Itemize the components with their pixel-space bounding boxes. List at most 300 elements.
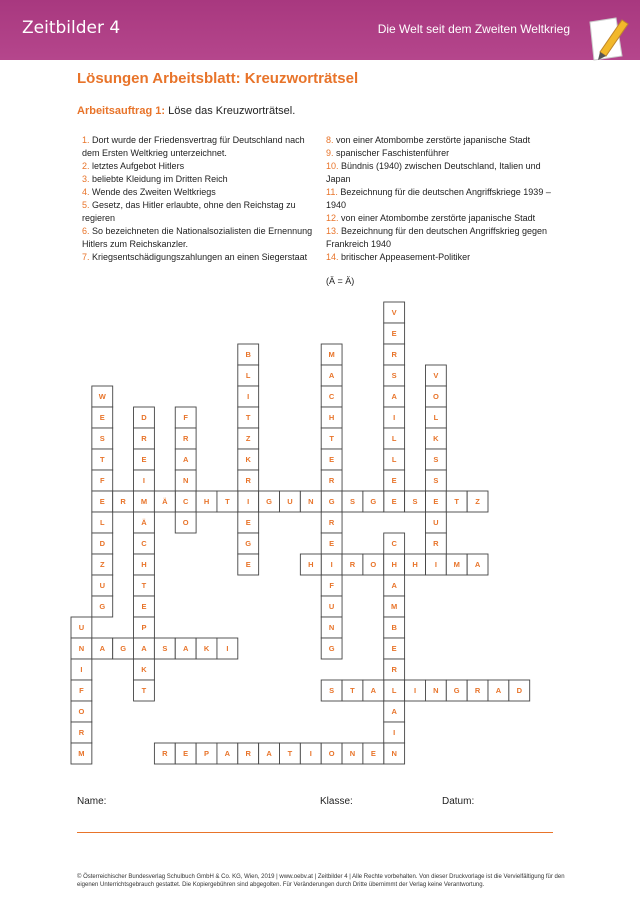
cell-letter: N bbox=[78, 644, 85, 653]
cell-letter: G bbox=[99, 602, 106, 611]
grid-cell[interactable] bbox=[467, 491, 488, 512]
cell-letter: S bbox=[412, 497, 418, 506]
cell-letter: C bbox=[182, 497, 189, 506]
cell-letter: R bbox=[474, 686, 481, 695]
cell-letter: V bbox=[433, 371, 439, 380]
cell-letter: I bbox=[393, 413, 396, 422]
grid-cell[interactable] bbox=[92, 386, 113, 407]
cell-letter: O bbox=[370, 560, 377, 569]
grid-cell[interactable] bbox=[384, 533, 405, 554]
cell-letter: I bbox=[226, 644, 229, 653]
grid-cell[interactable] bbox=[134, 554, 155, 575]
cell-letter: C bbox=[328, 392, 335, 401]
cell-letter: E bbox=[433, 497, 439, 506]
grid-cell[interactable] bbox=[425, 554, 446, 575]
grid-cell[interactable] bbox=[446, 491, 467, 512]
grid-cell[interactable] bbox=[134, 512, 155, 533]
cell-letter: I bbox=[309, 749, 312, 758]
grid-cell[interactable] bbox=[321, 638, 342, 659]
grid-cell[interactable] bbox=[92, 596, 113, 617]
klasse-label: Klasse: bbox=[320, 796, 353, 807]
grid-cell[interactable] bbox=[321, 365, 342, 386]
grid-cell[interactable] bbox=[488, 680, 509, 701]
grid-cell[interactable] bbox=[321, 533, 342, 554]
cell-letter: S bbox=[391, 371, 397, 380]
grid-cell[interactable] bbox=[363, 491, 384, 512]
cell-letter: I bbox=[142, 476, 146, 485]
grid-cell[interactable] bbox=[363, 680, 384, 701]
grid-cell[interactable] bbox=[175, 512, 196, 533]
clue-number: 9. bbox=[326, 148, 337, 158]
grid-cell[interactable] bbox=[175, 449, 196, 470]
grid-cell[interactable] bbox=[321, 554, 342, 575]
grid-cell[interactable] bbox=[92, 533, 113, 554]
grid-cell[interactable] bbox=[238, 554, 259, 575]
clue-number: 5. bbox=[82, 200, 93, 210]
cell-letter: A bbox=[391, 707, 397, 716]
grid-cell[interactable] bbox=[384, 302, 405, 323]
clue-number: 3. bbox=[82, 174, 93, 184]
cell-letter: R bbox=[182, 434, 189, 443]
grid-cell[interactable] bbox=[71, 743, 92, 764]
cell-letter: A bbox=[370, 686, 377, 695]
grid-cell[interactable] bbox=[300, 554, 321, 575]
cell-letter: H bbox=[308, 560, 314, 569]
grid-cell[interactable] bbox=[425, 491, 446, 512]
cell-letter: O bbox=[328, 749, 335, 758]
cell-letter: H bbox=[328, 413, 335, 422]
clue-text: Bündnis (1940) zwischen Deutschland, Italien und Japan bbox=[326, 161, 541, 184]
clue-text: britischer Appeasement-Politiker bbox=[341, 252, 471, 262]
grid-cell[interactable] bbox=[134, 533, 155, 554]
grid-cell[interactable] bbox=[154, 638, 175, 659]
grid-cell[interactable] bbox=[154, 743, 175, 764]
grid-cell[interactable] bbox=[238, 407, 259, 428]
grid-cell[interactable] bbox=[238, 491, 259, 512]
brand-title: Zeitbilder 4 bbox=[22, 18, 121, 38]
grid-cell[interactable] bbox=[384, 701, 405, 722]
cell-letter: T bbox=[329, 434, 334, 443]
clue-number: 6. bbox=[82, 226, 93, 236]
grid-cell[interactable] bbox=[71, 638, 92, 659]
grid-cell[interactable] bbox=[92, 449, 113, 470]
grid-cell[interactable] bbox=[280, 743, 301, 764]
clue-number: 10. bbox=[326, 161, 342, 171]
grid-cell[interactable] bbox=[71, 701, 92, 722]
cell-letter: I bbox=[247, 497, 250, 506]
cell-letter: E bbox=[391, 476, 397, 485]
cell-letter: S bbox=[433, 455, 439, 464]
cell-letter: E bbox=[99, 497, 105, 506]
cell-letter: I bbox=[247, 392, 250, 401]
grid-cell[interactable] bbox=[384, 554, 405, 575]
cell-letter: A bbox=[391, 392, 397, 401]
grid-cell[interactable] bbox=[509, 680, 530, 701]
task-label: Arbeitsauftrag 1: bbox=[77, 105, 166, 117]
grid-cell[interactable] bbox=[300, 491, 321, 512]
grid-cell[interactable] bbox=[384, 449, 405, 470]
grid-cell[interactable] bbox=[134, 659, 155, 680]
cell-letter: M bbox=[78, 749, 85, 758]
cell-letter: M bbox=[391, 602, 398, 611]
grid-cell[interactable] bbox=[154, 491, 175, 512]
grid-cell[interactable] bbox=[134, 617, 155, 638]
cell-letter: T bbox=[350, 686, 355, 695]
grid-cell[interactable] bbox=[321, 743, 342, 764]
cell-letter: L bbox=[391, 434, 397, 443]
cell-letter: M bbox=[140, 497, 148, 506]
grid-cell[interactable] bbox=[134, 470, 155, 491]
cell-letter: S bbox=[162, 644, 168, 653]
divider-line bbox=[77, 832, 553, 833]
cell-letter: E bbox=[183, 749, 189, 758]
cell-letter: R bbox=[78, 728, 85, 737]
grid-cell[interactable] bbox=[363, 743, 384, 764]
grid-cell[interactable] bbox=[384, 491, 405, 512]
grid-cell[interactable] bbox=[92, 512, 113, 533]
cell-letter: B bbox=[391, 623, 397, 632]
cell-letter: A bbox=[182, 644, 189, 653]
grid-cell[interactable] bbox=[175, 638, 196, 659]
clue-number: 11. bbox=[326, 187, 341, 197]
grid-cell[interactable] bbox=[300, 743, 321, 764]
datum-label: Datum: bbox=[442, 796, 475, 807]
cell-letter: E bbox=[329, 539, 335, 548]
cell-letter: E bbox=[141, 455, 147, 464]
clue-text: von einer Atombombe zerstörte japanische Stadt bbox=[336, 135, 531, 145]
grid-cell[interactable] bbox=[446, 680, 467, 701]
cell-letter: G bbox=[245, 539, 252, 548]
clue-number: 4. bbox=[82, 187, 93, 197]
grid-cell[interactable] bbox=[321, 575, 342, 596]
grid-cell[interactable] bbox=[321, 386, 342, 407]
cell-letter: F bbox=[329, 581, 334, 590]
cell-letter: U bbox=[78, 623, 85, 632]
grid-cell[interactable] bbox=[217, 743, 238, 764]
grid-cell[interactable] bbox=[321, 407, 342, 428]
cell-letter: V bbox=[391, 308, 397, 317]
cell-letter: L bbox=[99, 518, 105, 527]
clue-number: 1. bbox=[82, 135, 93, 145]
grid-cell[interactable] bbox=[467, 680, 488, 701]
clue-number: 8. bbox=[326, 135, 337, 145]
cell-letter: E bbox=[245, 518, 251, 527]
clue-number: 13. bbox=[326, 226, 342, 236]
grid-cell[interactable] bbox=[425, 407, 446, 428]
cell-letter: I bbox=[434, 560, 437, 569]
cell-letter: N bbox=[433, 686, 439, 695]
grid-cell[interactable] bbox=[175, 428, 196, 449]
grid-cell[interactable] bbox=[342, 491, 363, 512]
cell-letter: I bbox=[80, 665, 83, 674]
grid-cell[interactable] bbox=[321, 512, 342, 533]
clue-number: 7. bbox=[82, 252, 93, 262]
grid-cell[interactable] bbox=[384, 659, 405, 680]
grid-cell[interactable] bbox=[321, 596, 342, 617]
cell-letter: K bbox=[141, 665, 147, 674]
cell-letter: E bbox=[370, 749, 376, 758]
grid-cell[interactable] bbox=[134, 638, 155, 659]
grid-cell[interactable] bbox=[321, 617, 342, 638]
cell-letter: A bbox=[266, 749, 272, 758]
cell-letter: U bbox=[99, 581, 105, 590]
cell-letter: O bbox=[78, 707, 85, 716]
cell-letter: R bbox=[349, 560, 356, 569]
clue-text: Gesetz, das Hitler erlaubte, ohne den Reichstag zu regieren bbox=[82, 200, 296, 223]
clue-text: So bezeichneten die Nationalsozialisten die Ernennung Hitlers zum Reichskanzler. bbox=[82, 226, 313, 249]
grid-cell[interactable] bbox=[175, 470, 196, 491]
grid-cell[interactable] bbox=[384, 680, 405, 701]
cell-letter: I bbox=[330, 560, 333, 569]
grid-cell[interactable] bbox=[134, 596, 155, 617]
cell-letter: U bbox=[287, 497, 293, 506]
grid-cell[interactable] bbox=[342, 680, 363, 701]
grid-cell[interactable] bbox=[113, 491, 134, 512]
cell-letter: N bbox=[308, 497, 314, 506]
grid-cell[interactable] bbox=[384, 323, 405, 344]
cell-letter: A bbox=[224, 749, 231, 758]
grid-cell[interactable] bbox=[446, 554, 467, 575]
cell-letter: I bbox=[413, 686, 417, 695]
cell-letter: P bbox=[141, 623, 147, 632]
clue-text: spanischer Faschistenführer bbox=[336, 148, 450, 158]
clue-text: letztes Aufgebot Hitlers bbox=[92, 161, 185, 171]
cell-letter: D bbox=[516, 686, 522, 695]
clue-text: Wende des Zweiten Weltkriegs bbox=[92, 187, 216, 197]
grid-cell[interactable] bbox=[405, 554, 426, 575]
footer-text: © Österreichischer Bundesverlag Schulbuch GmbH & Co. KG, Wien, 2019 | www.oebv.at | Zeitbilder 4 | Alle Rechte vorbehalten. Von dieser Druckvorlage ist die Vervielfältigung für den eigenen Unterrichtsgebrauch gestattet. Die Kopiergebühren sind abgegolten. Für Veränderungen durch Dritte übernimmt der Verlag keine Verantwortung. bbox=[77, 874, 565, 888]
clue-text: beliebte Kleidung im Dritten Reich bbox=[92, 174, 228, 184]
cell-letter: E bbox=[245, 560, 251, 569]
cell-letter: S bbox=[99, 434, 105, 443]
grid-cell[interactable] bbox=[238, 470, 259, 491]
cell-letter: T bbox=[454, 497, 460, 506]
cell-letter: K bbox=[203, 644, 210, 653]
cell-letter: R bbox=[391, 350, 397, 359]
grid-cell[interactable] bbox=[175, 743, 196, 764]
name-label: Name: bbox=[77, 796, 107, 807]
clue-text: von einer Atombombe zerstörte japanische Stadt bbox=[341, 213, 536, 223]
grid-cell[interactable] bbox=[384, 575, 405, 596]
grid-cell[interactable] bbox=[71, 659, 92, 680]
grid-cell[interactable] bbox=[175, 407, 196, 428]
grid-cell[interactable] bbox=[384, 407, 405, 428]
grid-cell[interactable] bbox=[238, 386, 259, 407]
cell-letter: A bbox=[182, 455, 189, 464]
cell-letter: F bbox=[79, 686, 84, 695]
grid-cell[interactable] bbox=[92, 575, 113, 596]
cell-letter: G bbox=[328, 497, 335, 506]
grid-cell[interactable] bbox=[425, 449, 446, 470]
grid-cell[interactable] bbox=[238, 344, 259, 365]
cell-letter: K bbox=[433, 434, 439, 443]
grid-cell[interactable] bbox=[384, 722, 405, 743]
grid-cell[interactable] bbox=[217, 491, 238, 512]
grid-cell[interactable] bbox=[238, 512, 259, 533]
cell-letter: R bbox=[162, 749, 168, 758]
cell-letter: R bbox=[245, 749, 251, 758]
grid-cell[interactable] bbox=[425, 533, 446, 554]
cell-letter: A bbox=[474, 560, 481, 569]
grid-cell[interactable] bbox=[321, 344, 342, 365]
cell-letter: H bbox=[412, 560, 418, 569]
grid-cell[interactable] bbox=[238, 449, 259, 470]
cell-letter: O bbox=[182, 518, 189, 527]
grid-cell[interactable] bbox=[196, 638, 217, 659]
grid-cell[interactable] bbox=[92, 554, 113, 575]
cell-letter: N bbox=[391, 749, 397, 758]
cell-letter: Ä bbox=[141, 518, 147, 527]
cell-letter: Z bbox=[475, 497, 480, 506]
cell-letter: C bbox=[391, 539, 397, 548]
cell-letter: H bbox=[141, 560, 147, 569]
grid-cell[interactable] bbox=[425, 386, 446, 407]
grid-cell[interactable] bbox=[71, 722, 92, 743]
cell-letter: R bbox=[328, 476, 335, 485]
cell-letter: E bbox=[141, 602, 147, 611]
cell-letter: G bbox=[370, 497, 377, 506]
grid-cell[interactable] bbox=[425, 470, 446, 491]
grid-cell[interactable] bbox=[363, 554, 384, 575]
grid-cell[interactable] bbox=[113, 638, 134, 659]
cell-letter: F bbox=[99, 476, 105, 485]
clue-number: 14. bbox=[326, 252, 342, 262]
cell-letter: L bbox=[433, 413, 439, 422]
cell-letter: R bbox=[141, 434, 147, 443]
cell-letter: U bbox=[328, 602, 335, 611]
cell-letter: R bbox=[391, 665, 397, 674]
grid-cell[interactable] bbox=[134, 428, 155, 449]
cell-letter: G bbox=[120, 644, 127, 653]
cell-letter: Z bbox=[245, 434, 251, 443]
cell-letter: T bbox=[99, 455, 105, 464]
cell-letter: H bbox=[203, 497, 210, 506]
grid-cell[interactable] bbox=[134, 491, 155, 512]
cell-letter: T bbox=[141, 581, 147, 590]
cell-letter: E bbox=[391, 644, 397, 653]
grid-cell[interactable] bbox=[196, 491, 217, 512]
grid-cell[interactable] bbox=[259, 743, 280, 764]
cell-letter: Z bbox=[99, 560, 105, 569]
grid-cell[interactable] bbox=[71, 617, 92, 638]
grid-cell[interactable] bbox=[196, 743, 217, 764]
cell-letter: M bbox=[328, 350, 335, 359]
grid-cell[interactable] bbox=[217, 638, 238, 659]
cell-letter: U bbox=[433, 518, 439, 527]
grid-cell[interactable] bbox=[384, 365, 405, 386]
cell-letter: G bbox=[453, 686, 460, 695]
cell-letter: T bbox=[141, 686, 147, 695]
grid-cell[interactable] bbox=[342, 554, 363, 575]
cell-letter: S bbox=[329, 686, 335, 695]
grid-cell[interactable] bbox=[384, 638, 405, 659]
clue-text: Dort wurde der Friedensvertrag für Deutschland nach dem Ersten Weltkrieg unterzeichnet. bbox=[82, 135, 305, 158]
grid-cell[interactable] bbox=[342, 743, 363, 764]
cell-letter: A bbox=[495, 686, 502, 695]
cell-letter: M bbox=[453, 560, 460, 569]
cell-letter: T bbox=[225, 497, 230, 506]
clue-number: 12. bbox=[326, 213, 342, 223]
grid-cell[interactable] bbox=[425, 428, 446, 449]
grid-cell[interactable] bbox=[238, 365, 259, 386]
grid-cell[interactable] bbox=[92, 638, 113, 659]
cell-letter: E bbox=[391, 329, 397, 338]
cell-letter: A bbox=[99, 644, 105, 653]
cell-letter: D bbox=[99, 539, 105, 548]
header-title: Die Welt seit dem Zweiten Weltkrieg bbox=[377, 22, 570, 36]
cell-letter: A bbox=[141, 644, 147, 653]
grid-cell[interactable] bbox=[384, 617, 405, 638]
clue-text: Bezeichnung für die deutschen Angriffskriege 1939 – 1940 bbox=[326, 187, 551, 210]
grid-cell[interactable] bbox=[238, 533, 259, 554]
grid-cell[interactable] bbox=[321, 680, 342, 701]
cell-letter: A bbox=[328, 371, 335, 380]
grid-cell[interactable] bbox=[71, 680, 92, 701]
grid-cell[interactable] bbox=[321, 491, 342, 512]
cell-letter: D bbox=[141, 413, 147, 422]
grid-cell[interactable] bbox=[384, 743, 405, 764]
grid-cell[interactable] bbox=[321, 428, 342, 449]
grid-cell[interactable] bbox=[384, 428, 405, 449]
grid-cell[interactable] bbox=[405, 680, 426, 701]
grid-cell[interactable] bbox=[321, 449, 342, 470]
clue-number: 2. bbox=[82, 161, 93, 171]
task-text: Löse das Kreuzworträtsel. bbox=[168, 105, 296, 117]
grid-cell[interactable] bbox=[92, 428, 113, 449]
cell-letter: G bbox=[266, 497, 272, 506]
grid-cell[interactable] bbox=[134, 449, 155, 470]
cell-letter: R bbox=[120, 497, 126, 506]
grid-cell[interactable] bbox=[467, 554, 488, 575]
grid-cell[interactable] bbox=[425, 512, 446, 533]
cell-letter: E bbox=[391, 497, 397, 506]
grid-cell[interactable] bbox=[92, 407, 113, 428]
grid-cell[interactable] bbox=[384, 596, 405, 617]
grid-cell[interactable] bbox=[175, 491, 196, 512]
grid-cell[interactable] bbox=[425, 680, 446, 701]
grid-cell[interactable] bbox=[134, 680, 155, 701]
cell-letter: E bbox=[329, 455, 335, 464]
cell-letter: W bbox=[98, 392, 106, 401]
grid-cell[interactable] bbox=[280, 491, 301, 512]
grid-cell[interactable] bbox=[321, 470, 342, 491]
grid-cell[interactable] bbox=[384, 344, 405, 365]
umlaut-note: (Ä = Ä) bbox=[326, 276, 355, 286]
cell-letter: K bbox=[245, 455, 251, 464]
cell-letter: E bbox=[99, 413, 105, 422]
grid-cell[interactable] bbox=[425, 365, 446, 386]
grid-cell[interactable] bbox=[238, 428, 259, 449]
cell-letter: R bbox=[433, 539, 439, 548]
cell-letter: R bbox=[328, 518, 335, 527]
cell-letter: L bbox=[391, 455, 397, 464]
grid-cell[interactable] bbox=[134, 575, 155, 596]
grid-cell[interactable] bbox=[92, 491, 113, 512]
clue-text: Kriegsentschädigungszahlungen an einen Siegerstaat bbox=[92, 252, 308, 262]
cell-letter: I bbox=[393, 728, 396, 737]
grid-cell[interactable] bbox=[259, 491, 280, 512]
cell-letter: S bbox=[433, 476, 439, 485]
cell-letter: A bbox=[391, 581, 397, 590]
grid-cell[interactable] bbox=[405, 491, 426, 512]
grid-cell[interactable] bbox=[238, 743, 259, 764]
cell-letter: N bbox=[328, 623, 335, 632]
grid-cell[interactable] bbox=[384, 470, 405, 491]
cell-letter: Ä bbox=[162, 497, 168, 506]
grid-cell[interactable] bbox=[384, 386, 405, 407]
grid-cell[interactable] bbox=[134, 407, 155, 428]
grid-cell[interactable] bbox=[92, 470, 113, 491]
